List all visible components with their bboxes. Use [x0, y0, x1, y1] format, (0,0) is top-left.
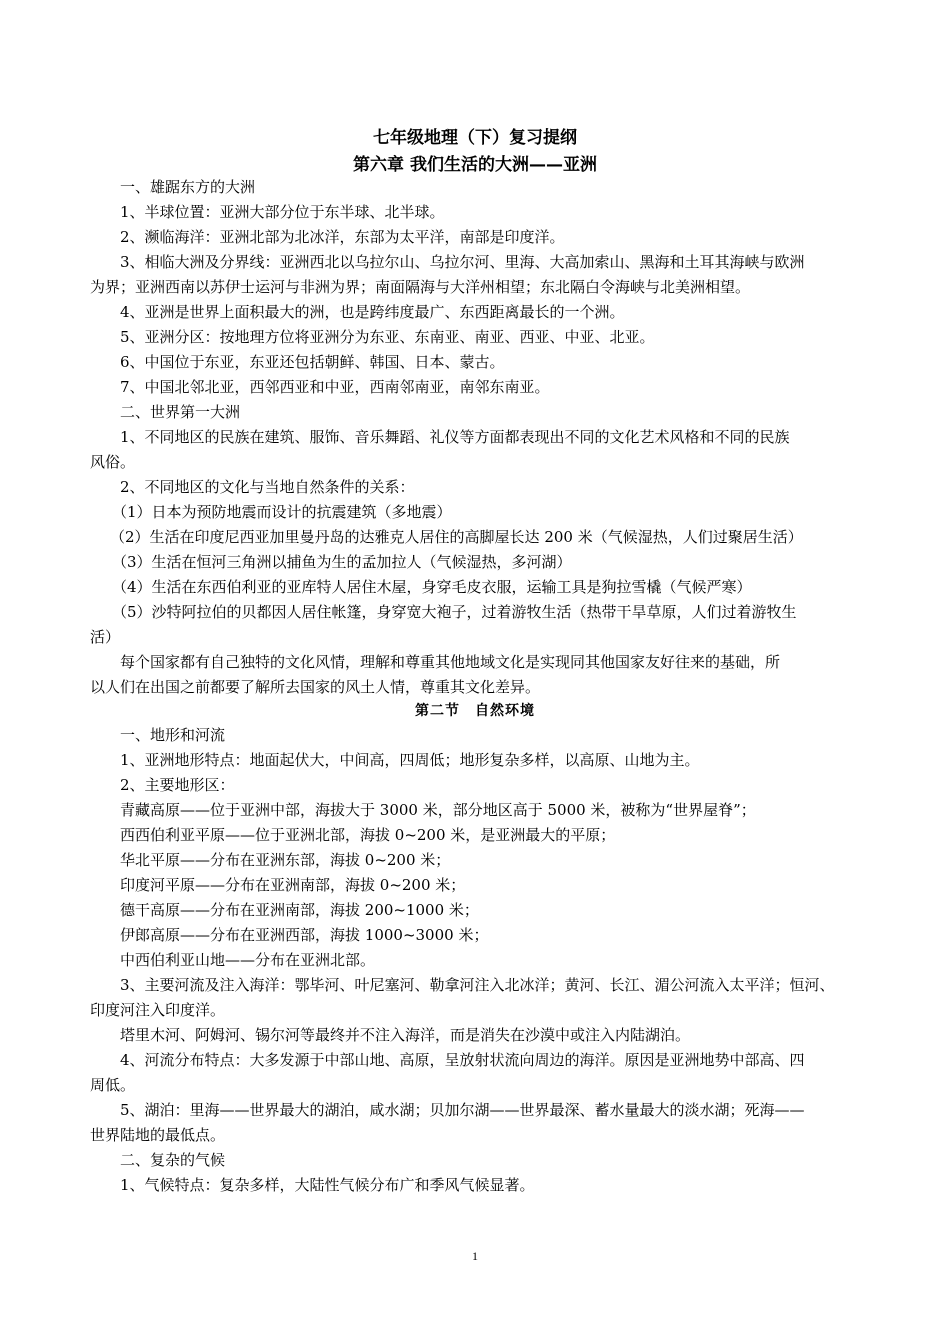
landform-item: 德干高原——分布在亚洲南部，海拔 200~1000 米； — [120, 901, 479, 919]
part2-body — [90, 723, 860, 1198]
paragraph-line: 1、气候特点：复杂多样，大陆性气候分布广和季风气候显著。 — [120, 1176, 535, 1194]
paragraph-line: 7、中国北邻北亚，西邻西亚和中亚，西南邻南亚，南邻东南亚。 — [120, 378, 550, 396]
paragraph-line: 活） — [90, 628, 121, 646]
landform-item: 中西伯利亚山地——分布在亚洲北部。 — [120, 951, 376, 969]
section-title: 第二节 自然环境 — [415, 703, 535, 719]
paragraph-line: 5、亚洲分区：按地理方位将亚洲分为东亚、东南亚、南亚、西亚、中亚、北亚。 — [120, 328, 655, 346]
paragraph-line: 2、主要地形区： — [120, 776, 235, 794]
document-title: 七年级地理（下）复习提纲 — [373, 128, 577, 148]
page-number: 1 — [472, 1249, 478, 1263]
paragraph-line: 2、不同地区的文化与当地自然条件的关系： — [120, 478, 415, 496]
paragraph-line: 塔里木河、阿姆河、锡尔河等最终并不注入海洋，而是消失在沙漠中或注入内陆湖泊。 — [120, 1026, 691, 1044]
paragraph-line: 3、主要河流及注入海洋：鄂毕河、叶尼塞河、勒拿河注入北冰洋；黄河、长江、湄公河流入太平洋；恒河、 — [120, 976, 835, 994]
landform-item: 西西伯利亚平原——位于亚洲北部，海拔 0~200 米，是亚洲最大的平原； — [120, 826, 616, 844]
list-item: （1）日本为预防地震而设计的抗震建筑（多地震） — [112, 503, 452, 521]
paragraph-line: 周低。 — [90, 1076, 136, 1094]
heading-1: 一、雄踞东方的大洲 — [120, 178, 256, 196]
landform-item: 印度河平原——分布在亚洲南部，海拔 0~200 米； — [120, 876, 466, 894]
list-item: （2）生活在印度尼西亚加里曼丹岛的达雅克人居住的高脚屋长达 200 米（气候湿热，人们过聚居生活） — [110, 528, 803, 546]
landform-item: 华北平原——分布在亚洲东部，海拔 0~200 米； — [120, 851, 451, 869]
heading-2: 二、世界第一大洲 — [120, 403, 241, 421]
paragraph-line: 3、相临大洲及分界线：亚洲西北以乌拉尔山、乌拉尔河、里海、大高加索山、黑海和土耳其海峡与欧洲 — [120, 253, 805, 271]
paragraph-line: 4、河流分布特点：大多发源于中部山地、高原，呈放射状流向周边的海洋。原因是亚洲地势中部高、四 — [120, 1051, 805, 1069]
paragraph-line: 印度河注入印度洋。 — [90, 1001, 226, 1019]
landform-item: 伊郎高原——分布在亚洲西部，海拔 1000~3000 米； — [120, 926, 489, 944]
list-item: （3）生活在恒河三角洲以捕鱼为生的孟加拉人（气候湿热，多河湖） — [112, 553, 572, 571]
list-item: （5）沙特阿拉伯的贝都因人居住帐篷，身穿宽大袍子，过着游牧生活（热带干旱草原，人们过着游牧生 — [112, 603, 797, 621]
paragraph-line: 6、中国位于东亚，东亚还包括朝鲜、韩国、日本、蒙古。 — [120, 353, 505, 371]
paragraph-line: 1、亚洲地形特点：地面起伏大，中间高，四周低；地形复杂多样，以高原、山地为主。 — [120, 751, 700, 769]
part1-body — [90, 175, 860, 700]
paragraph-line: 世界陆地的最低点。 — [90, 1126, 226, 1144]
paragraph-line: 风俗。 — [90, 453, 136, 471]
paragraph-line: 1、半球位置：亚洲大部分位于东半球、北半球。 — [120, 203, 445, 221]
paragraph-line: 以人们在出国之前都要了解所去国家的风土人情，尊重其文化差异。 — [90, 678, 541, 696]
paragraph-line: 1、不同地区的民族在建筑、服饰、音乐舞蹈、礼仪等方面都表现出不同的文化艺术风格和不同的民族 — [120, 428, 790, 446]
heading-2: 二、复杂的气候 — [120, 1151, 226, 1169]
paragraph-line: 4、亚洲是世界上面积最大的洲，也是跨纬度最广、东西距离最长的一个洲。 — [120, 303, 625, 321]
list-item: （4）生活在东西伯利亚的亚库特人居住木屋，身穿毛皮衣服，运输工具是狗拉雪橇（气候严寒） — [112, 578, 752, 596]
chapter-title: 第六章 我们生活的大洲——亚洲 — [353, 155, 597, 175]
paragraph-line: 每个国家都有自己独特的文化风情，理解和尊重其他地域文化是实现同其他国家友好往来的基础，所 — [120, 653, 781, 671]
paragraph-line: 5、湖泊：里海——世界最大的湖泊，咸水湖；贝加尔湖——世界最深、蓄水量最大的淡水湖；死海—— — [120, 1101, 805, 1119]
landform-item: 青藏高原——位于亚洲中部，海拔大于 3000 米，部分地区高于 5000 米，被称为“世界屋脊”； — [120, 801, 756, 819]
paragraph-line: 为界；亚洲西南以苏伊士运河与非洲为界；南面隔海与大洋州相望；东北隔白令海峡与北美洲相望。 — [90, 278, 751, 296]
paragraph-line: 2、濒临海洋：亚洲北部为北冰洋，东部为太平洋，南部是印度洋。 — [120, 228, 565, 246]
heading-1: 一、地形和河流 — [120, 726, 226, 744]
